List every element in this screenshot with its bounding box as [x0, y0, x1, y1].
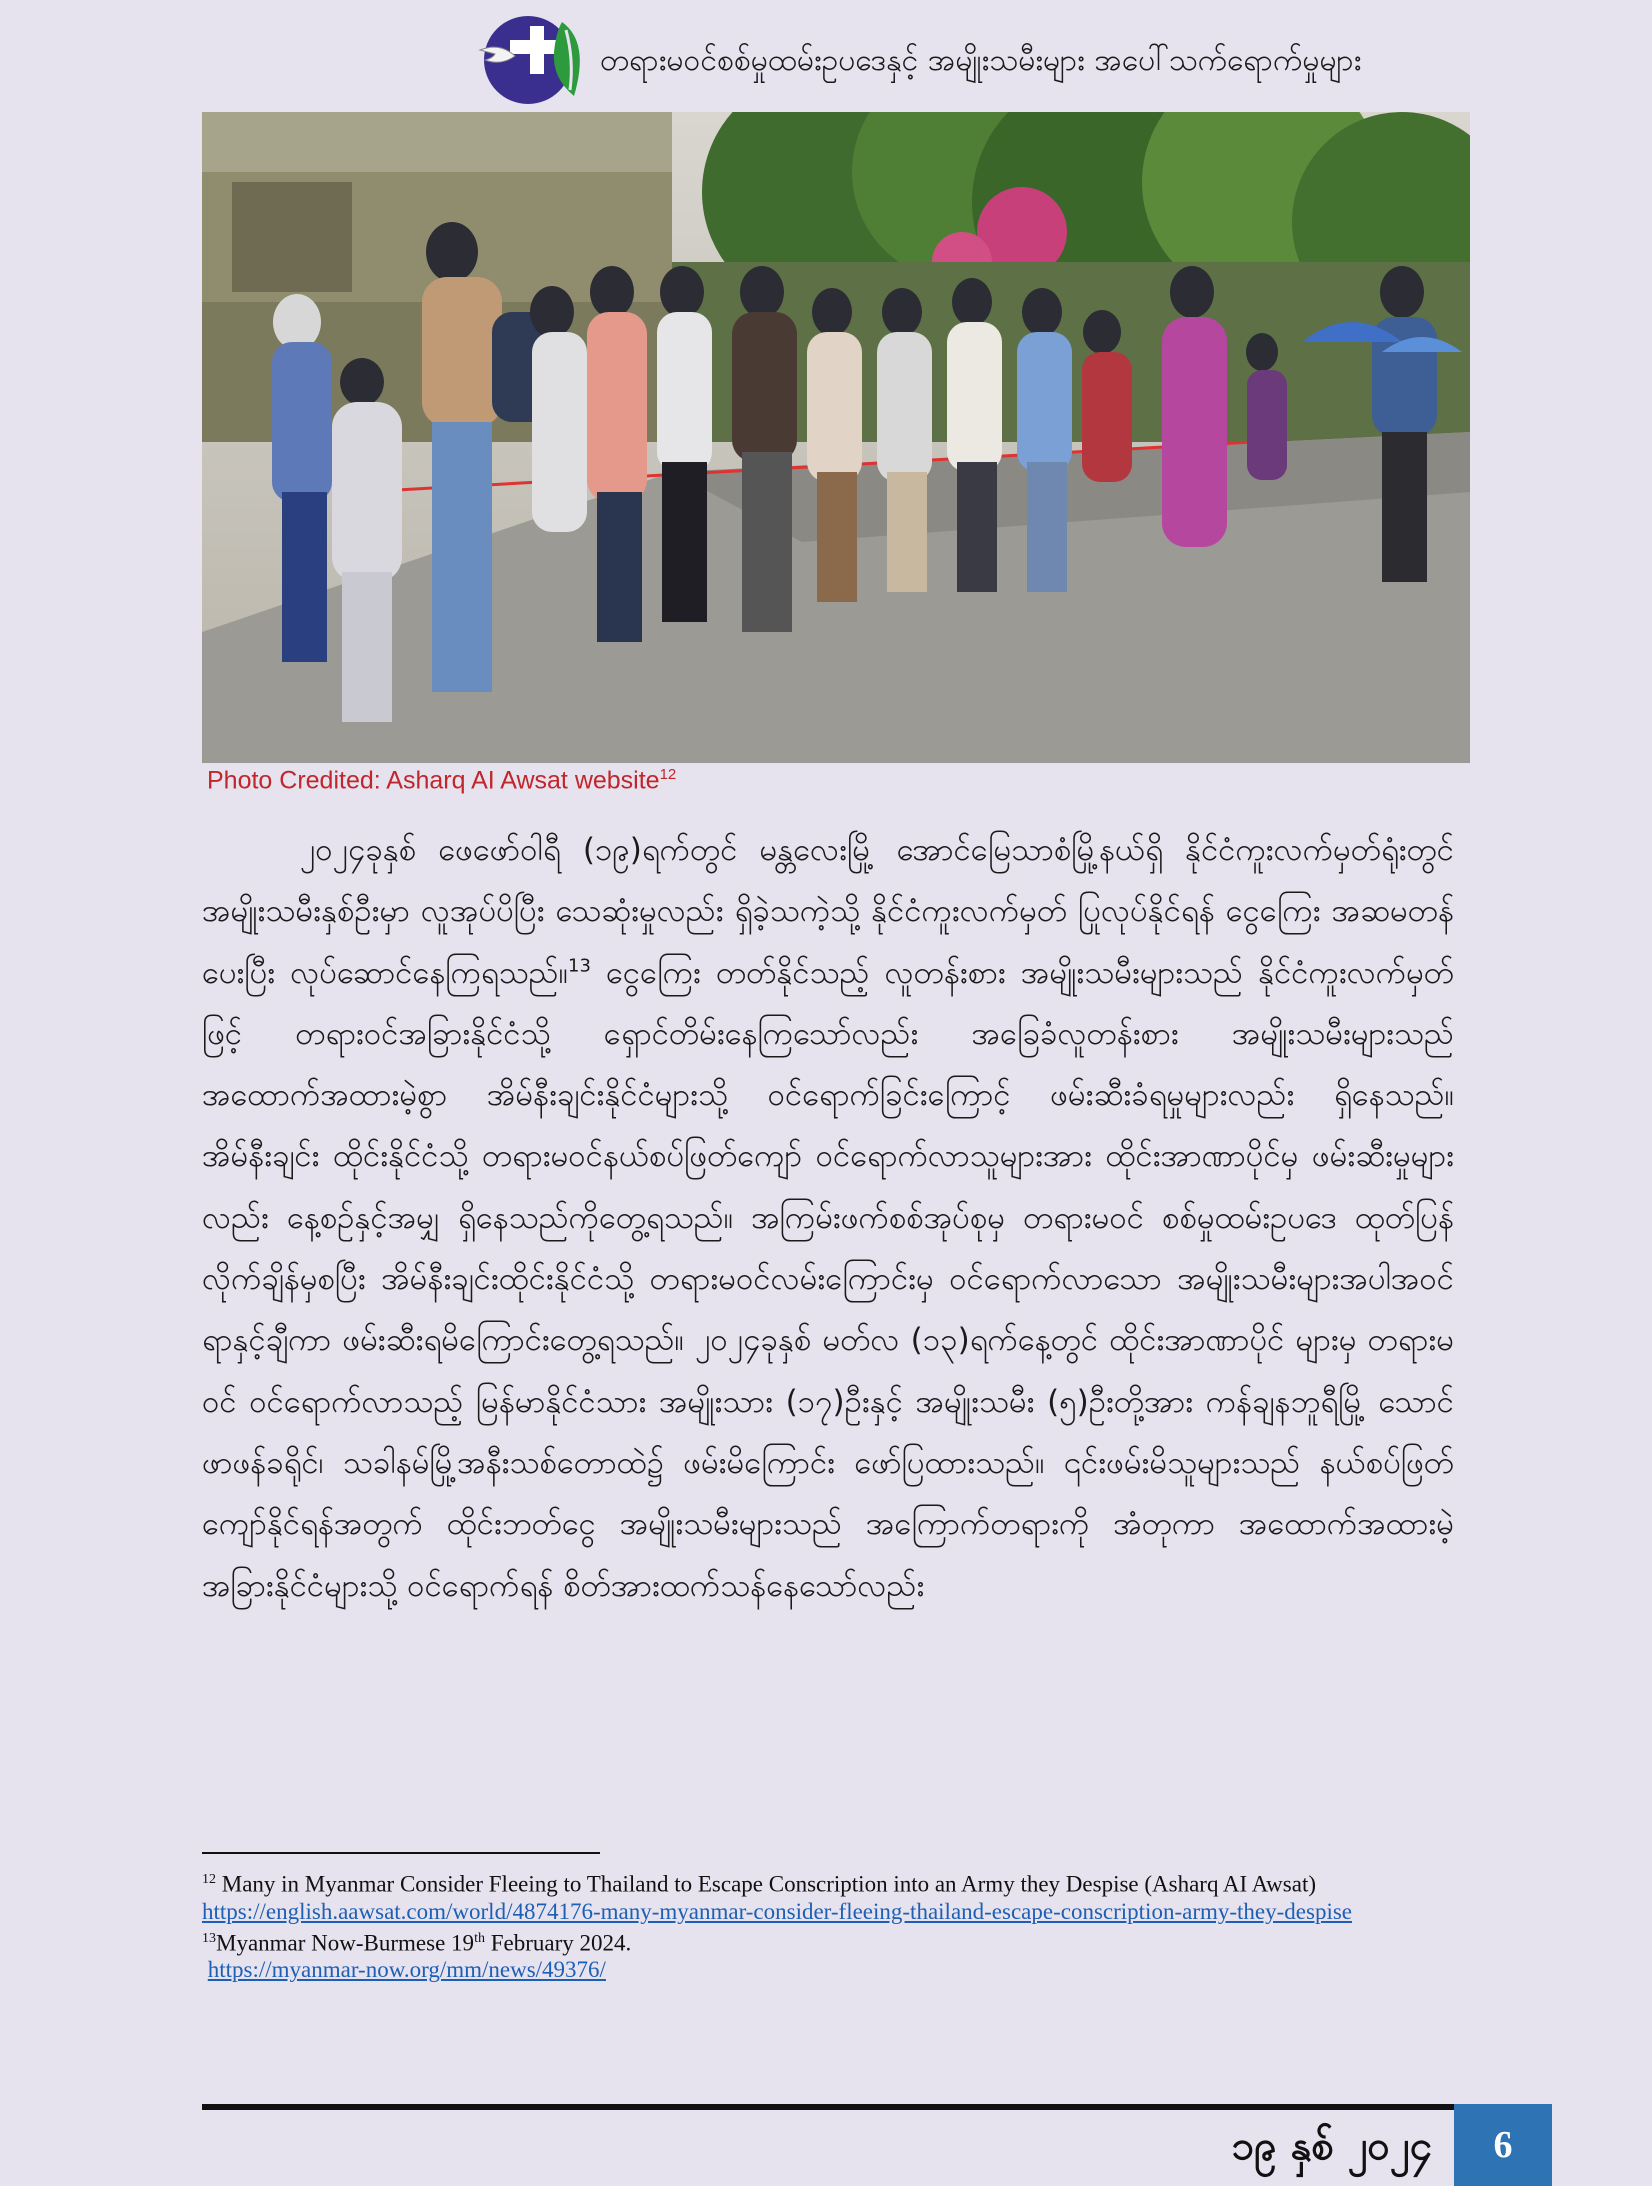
page-number: 6: [1454, 2104, 1552, 2186]
footnote-12-text: Many in Myanmar Consider Fleeing to Thailand to Escape Conscription into an Army they Despise (Asharq AI Awsat): [216, 1871, 1317, 1897]
footnote-13-link[interactable]: https://myanmar-now.org/mm/news/49376/: [207, 1957, 606, 1983]
footnote-12: [202, 1866, 1482, 1898]
footnote-divider: [202, 1852, 600, 1854]
footnote-ref-13: 13: [568, 955, 591, 977]
footnote-13: [202, 1925, 1482, 1957]
body-text-part-1: ၂၀၂၄ခုနှစ် ဖေဖော်ဝါရီ (၁၉)ရက်တွင် မန္တလေးမြို့ အောင်မြေသာစံမြို့နယ်ရှိ နိုင်ငံကူးလက်မှတ်ရုံးတွင် အမျိုးသမီးနှစ်ဦးမှာ လူအုပ်ပိပြီး သေဆုံးမှုလည်း ရှိခဲ့သကဲ့သို့ နိုင်ငံကူးလက်မှတ် ပြုလုပ်နိုင်ရန် ငွေကြေး အဆမတန်ပေးပြီး လုပ်ဆောင်နေကြရသည်။: [202, 832, 1454, 991]
dove-plus-leaf-logo-icon: [470, 10, 595, 115]
page-header: [470, 10, 1470, 120]
footnote-13-link-row: [202, 1956, 1482, 1983]
article-body: [202, 820, 1454, 1617]
footer-divider: [202, 2104, 1454, 2110]
caption-footnote-ref: 12: [659, 766, 677, 783]
footnote-12-link-row: [202, 1898, 1482, 1925]
footer-date: ၁၉ နှစ် ၂၀၂၄: [1231, 2123, 1432, 2169]
caption-text: Photo Credited: Asharq AI Awsat website: [207, 766, 660, 795]
queue-photo: [202, 112, 1470, 763]
body-paragraph: [202, 820, 1454, 1617]
footnote-13-ref: 13: [202, 1930, 216, 1946]
footnote-13-text-sup: th: [474, 1930, 485, 1946]
footnote-12-link[interactable]: https://english.aawsat.com/world/4874176-many-myanmar-consider-fleeing-thailand-escape-conscription-army-they-despise: [202, 1898, 1352, 1924]
footnote-12-ref: 12: [202, 1872, 216, 1887]
footnote-13-text-b: February 2024.: [484, 1930, 632, 1956]
footnotes: [202, 1866, 1482, 1983]
footnote-13-text-a: Myanmar Now-Burmese 19: [216, 1930, 475, 1956]
photo-caption: [207, 766, 676, 795]
body-text-part-2: ငွေကြေး တတ်နိုင်သည့် လူတန်းစား အမျိုးသမီးများသည် နိုင်ငံကူးလက်မှတ်ဖြင့် တရားဝင်အခြားနိုင်ငံသို့ ရှောင်တိမ်းနေကြသော်လည်း အခြေခံလူတန်းစား အမျိုးသမီးများသည် အထောက်အထားမဲ့စွာ အိမ်နီးချင်းနိုင်ငံများသို့ ဝင်ရောက်ခြင်းကြောင့် ဖမ်းဆီးခံရမှုများလည်း ရှိနေသည်။ အိမ်နီးချင်း ထိုင်းနိုင်ငံသို့ တရားမဝင်နယ်စပ်ဖြတ်ကျော် ဝင်ရောက်လာသူများအား ထိုင်းအာဏာပိုင်မှ ဖမ်းဆီးမှုများလည်း နေ့စဉ်နှင့်အမျှ ရှိနေသည်ကိုတွေ့ရသည်။ အကြမ်းဖက်စစ်အုပ်စုမှ တရားမဝင် စစ်မှုထမ်းဥပဒေ ထုတ်ပြန်လိုက်ချိန်မှစပြီး အိမ်နီးချင်းထိုင်းနိုင်ငံသို့ တရားမဝင်လမ်းကြောင်းမှ ဝင်ရောက်လာသော အမျိုးသမီးများအပါအဝင် ရာနှင့်ချီကာ ဖမ်းဆီးရမိကြောင်းတွေ့ရသည်။ ၂၀၂၄ခုနှစ် မတ်လ (၁၃)ရက်နေ့တွင် ထိုင်းအာဏာပိုင် များမှ တရားမဝင် ဝင်ရောက်လာသည့် မြန်မာနိုင်ငံသား အမျိုးသား (၁၇)ဦးနှင့် အမျိုးသမီး (၅)ဦးတို့အား ကန်ချနဘူရီမြို့ သောင်ဖာဖန်ခရိုင်၊ သခါနမ်မြို့အနီးသစ်တောထဲ၌ ဖမ်းမိကြောင်း ဖော်ပြထားသည်။ ၎င်းဖမ်းမိသူများသည် နယ်စပ်ဖြတ်ကျော်နိုင်ရန်အတွက် ထိုင်းဘတ်ငွေ အမျိုးသမီးများသည် အကြောက်တရားကို အံတုကာ အထောက်အထားမဲ့ အခြားနိုင်ငံများသို့ ဝင်ရောက်ရန် စိတ်အားထက်သန်နေသော်လည်း: [202, 954, 1454, 1604]
header-title: တရားမဝင်စစ်မှုထမ်းဥပဒေနှင့် အမျိုးသမီးများ အပေါ်သက်ရောက်မှုများ: [600, 43, 1362, 78]
